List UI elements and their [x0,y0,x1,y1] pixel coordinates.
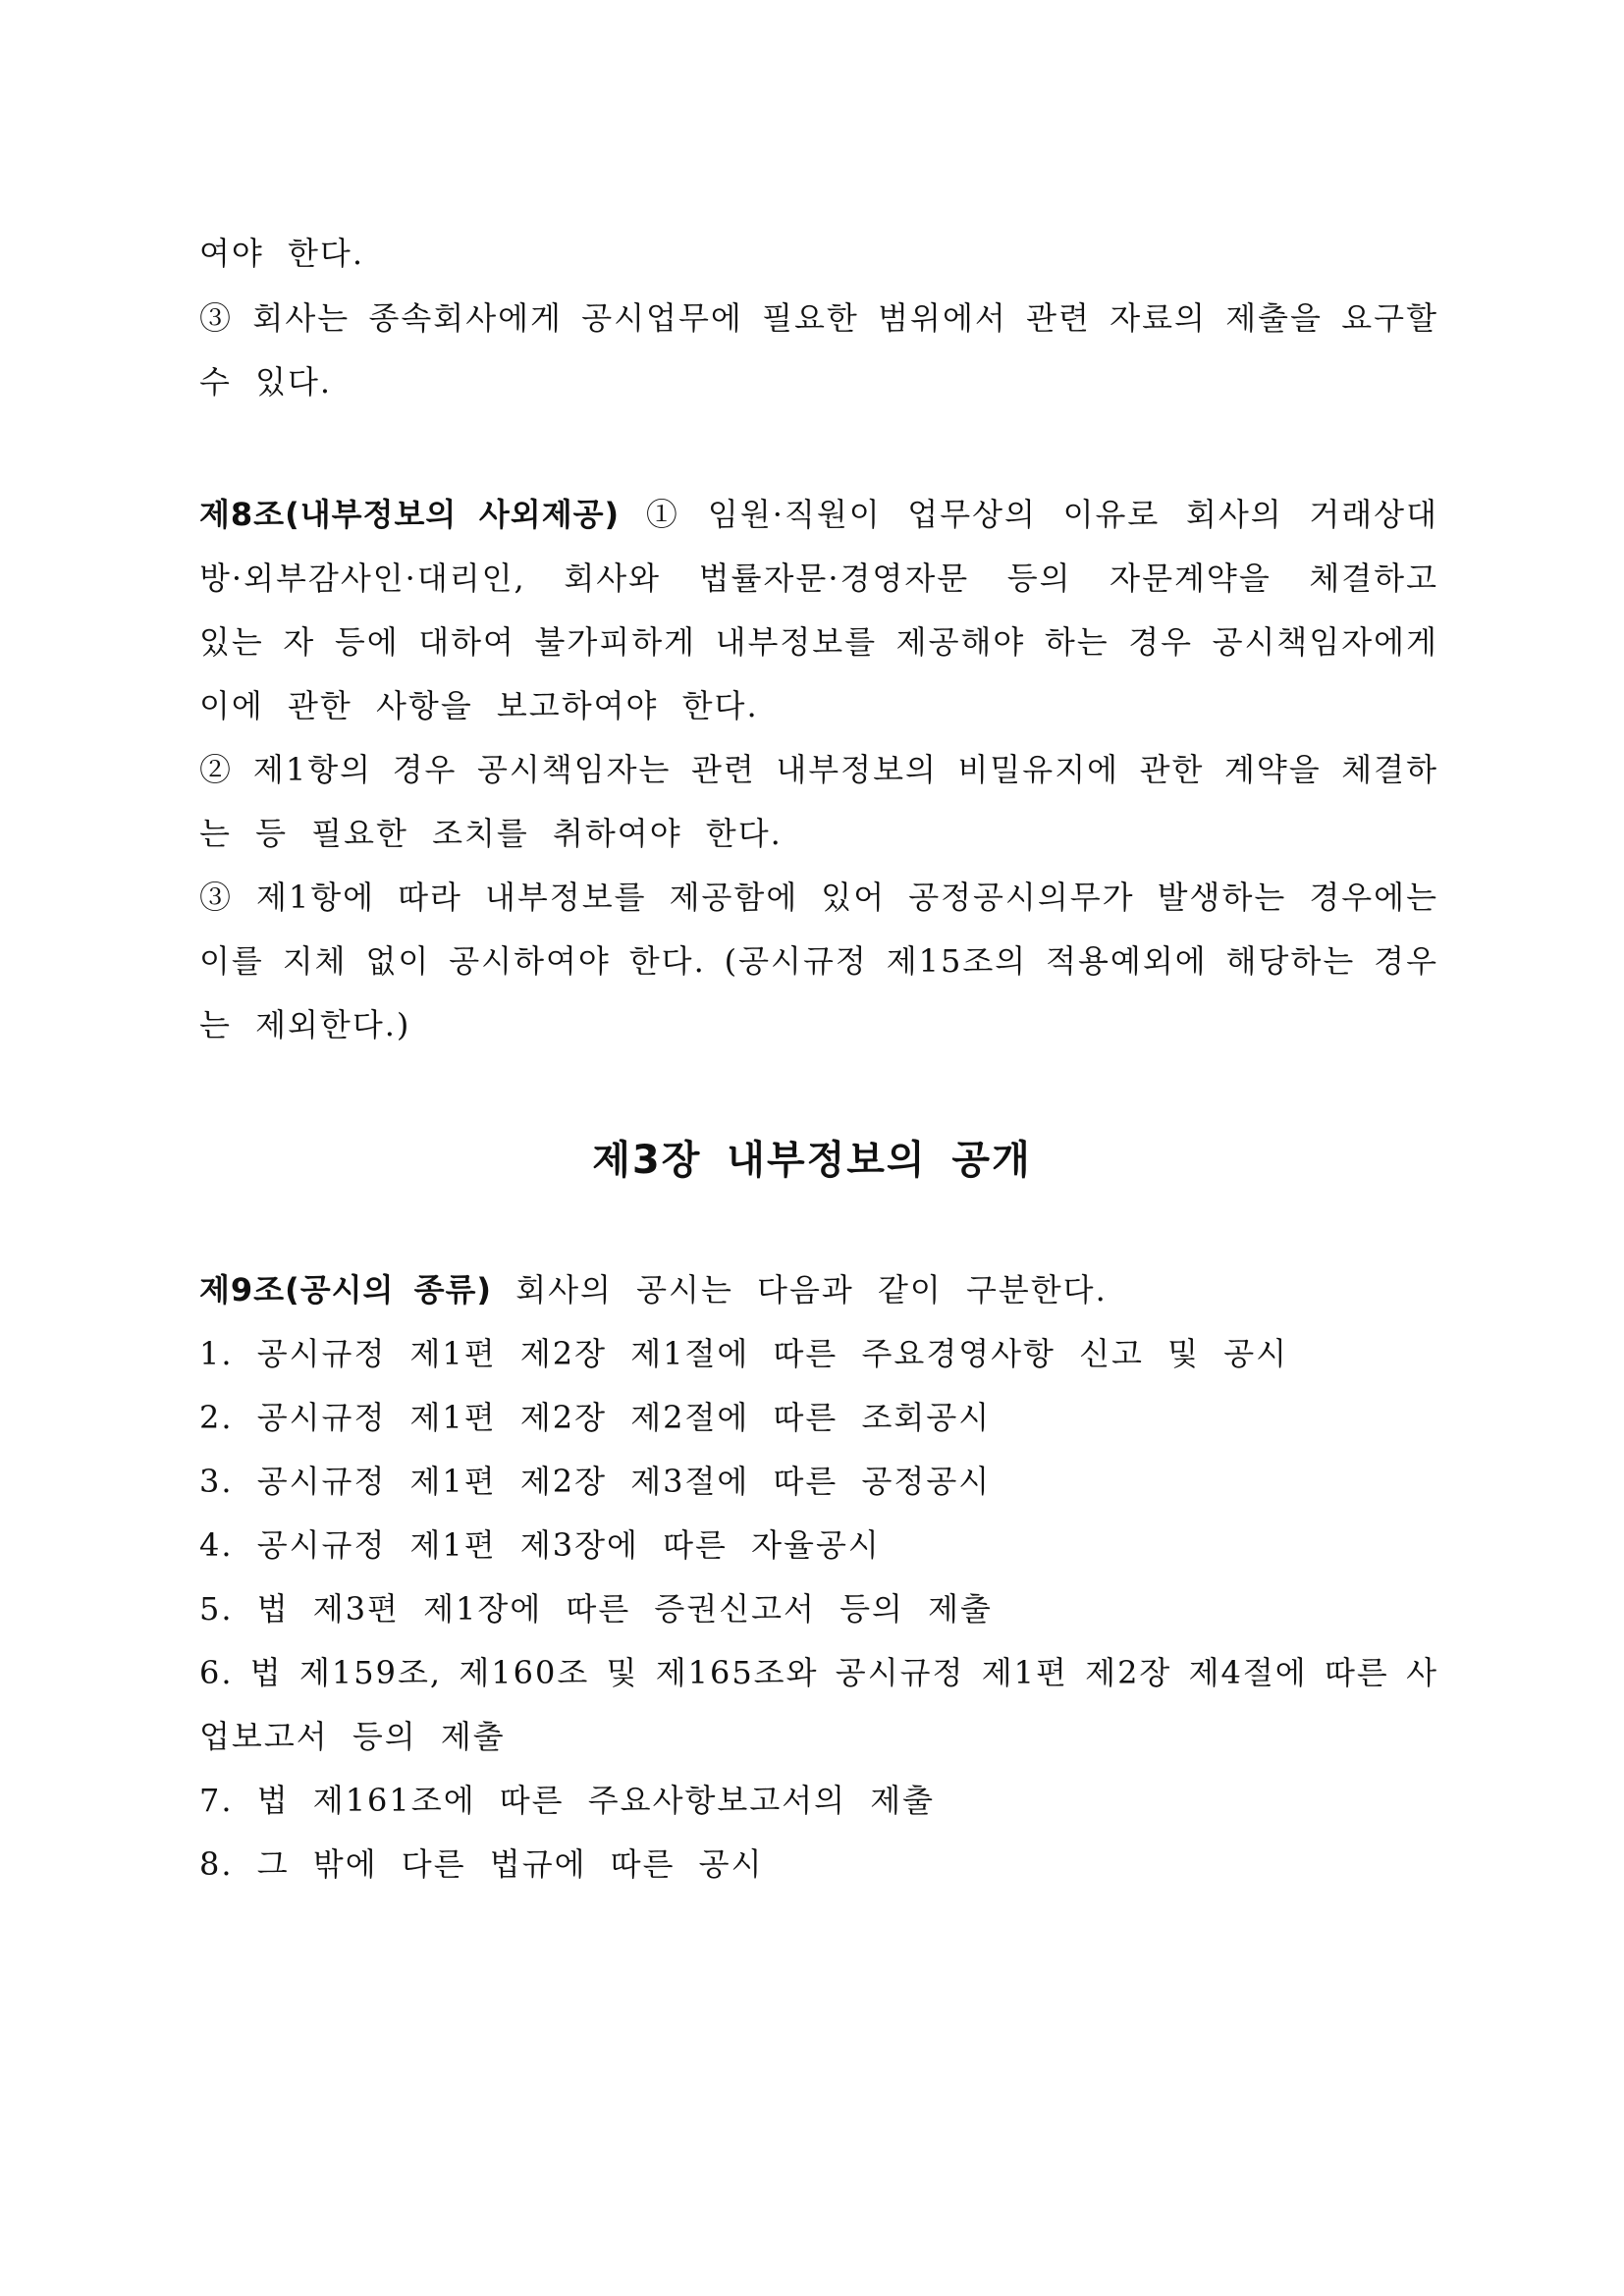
paragraph-line: 이를 지체 없이 공시하여야 한다. (공시규정 제15조의 적용예외에 해당하는 경우 [199,942,1438,980]
paragraph-line: 는 등 필요한 조치를 취하여야 한다. [199,815,783,852]
list-item: 4. 공시규정 제1편 제3장에 따른 자율공시 [199,1526,881,1564]
list-item: 3. 공시규정 제1편 제2장 제3절에 따른 공정공시 [199,1463,992,1500]
chapter-heading: 제3장 내부정보의 공개 [592,1138,1032,1183]
list-item: 6. 법 제159조, 제160조 및 제165조와 공시규정 제1편 제2장 제4절에 따른 사 [199,1654,1438,1691]
paragraph-line: ③ 회사는 종속회사에게 공시업무에 필요한 범위에서 관련 자료의 제출을 요구할 [199,299,1438,337]
paragraph-line: 는 제외한다.) [199,1006,411,1043]
paragraph-line: ③ 제1항에 따라 내부정보를 제공함에 있어 공정공시의무가 발생하는 경우에는 [199,879,1438,916]
article-9-first-line [199,1268,1438,1311]
paragraph-line: 이에 관한 사항을 보고하여야 한다. [199,687,759,724]
list-item-continuation: 업보고서 등의 제출 [199,1718,506,1755]
article-9-title: 제9조(공시의 종류) [199,1271,493,1308]
article-8-text: ① 임원·직원이 업무상의 이유로 회사의 거래상대 [620,496,1438,533]
article-8-title: 제8조(내부정보의 사외제공) [199,496,621,533]
paragraph-line: 여야 한다. [199,235,364,272]
paragraph-line: 있는 자 등에 대하여 불가피하게 내부정보를 제공해야 하는 경우 공시책임자에게 [199,623,1438,661]
list-item: 5. 법 제3편 제1장에 따른 증권신고서 등의 제출 [199,1590,993,1628]
paragraph-line: ② 제1항의 경우 공시책임자는 관련 내부정보의 비밀유지에 관한 계약을 체결하 [199,751,1438,788]
paragraph-line: 수 있다. [199,363,333,400]
list-item: 1. 공시규정 제1편 제2장 제1절에 따른 주요경영사항 신고 및 공시 [199,1335,1289,1372]
list-item: 7. 법 제161조에 따른 주요사항보고서의 제출 [199,1782,936,1819]
article-9-text: 회사의 공시는 다음과 같이 구분한다. [492,1271,1108,1308]
paragraph-line: 방·외부감사인·대리인, 회사와 법률자문·경영자문 등의 자문계약을 체결하고 [199,560,1438,597]
list-item: 2. 공시규정 제1편 제2장 제2절에 따른 조회공시 [199,1399,992,1436]
list-item: 8. 그 밖에 다른 법규에 따른 공시 [199,1845,764,1883]
article-8-first-line [199,493,1438,536]
